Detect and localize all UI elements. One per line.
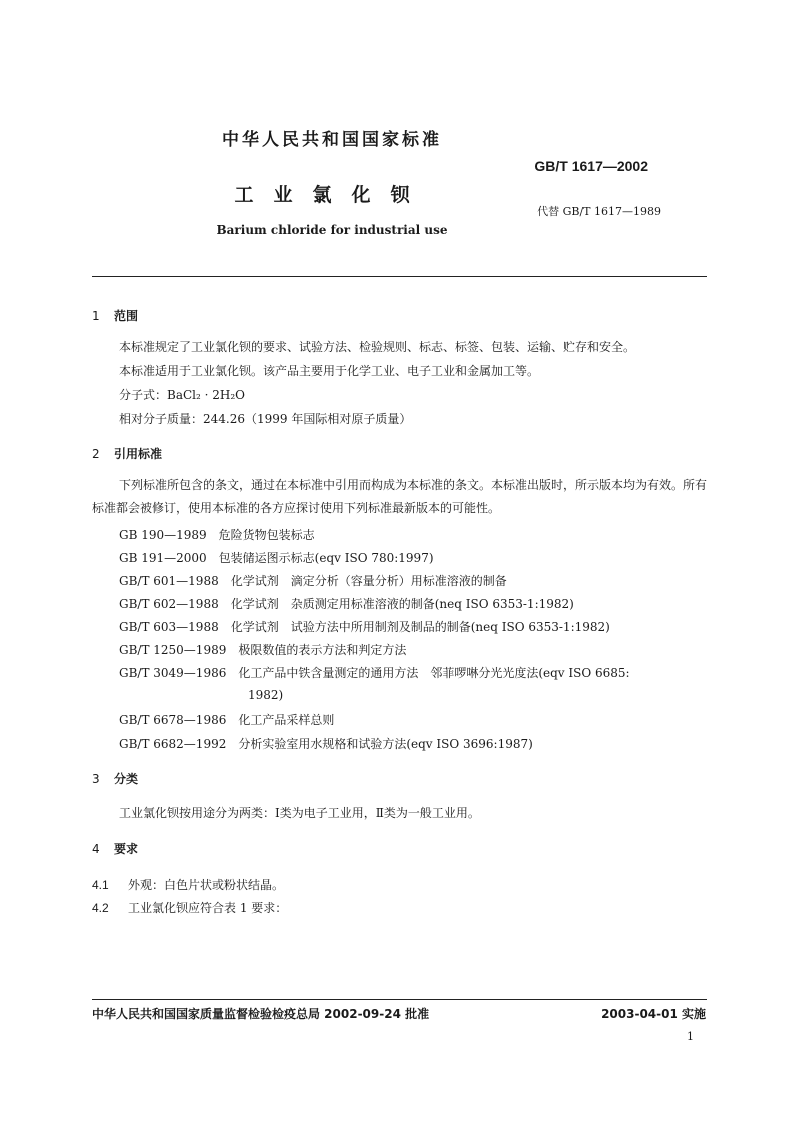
reference-item — [119, 572, 507, 589]
reference-code: GB 191—2000 — [119, 551, 207, 565]
reference-item — [119, 711, 334, 728]
reference-item — [119, 595, 574, 612]
standard-number: GB/T 1617—2002 — [534, 158, 648, 174]
requirement-number: 4.2 — [92, 901, 109, 915]
reference-code: GB 190—1989 — [119, 528, 207, 542]
section-3-heading — [92, 770, 138, 787]
reference-title: 分析实验室用水规格和试验方法(eqv ISO 3696:1987) — [238, 737, 533, 751]
formula-label: 分子式： — [119, 388, 168, 402]
title-english: Barium chloride for industrial use — [216, 223, 448, 237]
section-number: 2 — [92, 447, 100, 461]
reference-code: GB/T 1250—1989 — [119, 643, 227, 657]
reference-title: 危险货物包装标志 — [218, 528, 315, 542]
footer-divider — [92, 999, 707, 1000]
section-title: 引用标准 — [114, 447, 163, 461]
scope-paragraph-1: 本标准规定了工业氯化钡的要求、试验方法、检验规则、标志、标签、包装、运输、贮存和安全。 — [119, 340, 636, 354]
reference-title: 化工产品中铁含量测定的通用方法 邻菲啰啉分光光度法(eqv ISO 6685: — [238, 666, 630, 680]
reference-title: 化学试剂 试验方法中所用制剂及制品的制备(neq ISO 6353-1:1982) — [230, 620, 610, 634]
requirement-item — [92, 876, 284, 893]
section-title: 范围 — [114, 309, 139, 323]
scope-paragraph-2: 本标准适用于工业氯化钡。该产品主要用于化学工业、电子工业和金属加工等。 — [119, 364, 540, 378]
section-1-heading — [92, 307, 138, 324]
reference-code: GB/T 602—1988 — [119, 597, 219, 611]
molecular-mass: 相对分子质量：244.26（1999 年国际相对原子质量） — [119, 412, 412, 426]
replaces-standard: 代替 GB/T 1617—1989 — [537, 205, 661, 218]
requirement-item — [92, 899, 287, 916]
requirement-text: 外观：白色片状或粉状结晶。 — [128, 878, 285, 892]
classification-paragraph: 工业氯化钡按用途分为两类：Ⅰ类为电子工业用，Ⅱ类为一般工业用。 — [119, 806, 480, 820]
reference-code: GB/T 6678—1986 — [119, 713, 227, 727]
section-number: 3 — [92, 772, 100, 786]
reference-item — [119, 641, 406, 658]
requirement-number: 4.1 — [92, 878, 109, 892]
section-title: 要求 — [114, 842, 139, 856]
header-divider — [92, 276, 707, 277]
reference-item — [119, 618, 610, 635]
reference-item — [119, 735, 533, 752]
section-4-heading — [92, 840, 138, 857]
national-standard-heading: 中华人民共和国国家标准 — [222, 130, 442, 150]
formula-value: BaCl₂ · 2H₂O — [167, 388, 246, 402]
reference-item — [119, 664, 630, 681]
reference-code: GB/T 603—1988 — [119, 620, 219, 634]
normative-references-intro: 下列标准所包含的条文，通过在本标准中引用而构成为本标准的条文。本标准出版时，所示版本均为有效。所有标准都会被修订，使用本标准的各方应探讨使用下列标准最新版本的可能性。 — [92, 478, 708, 515]
reference-code: GB/T 601—1988 — [119, 574, 219, 588]
reference-title: 化学试剂 滴定分析（容量分析）用标准溶液的制备 — [230, 574, 507, 588]
title-chinese: 工业氯化钡 — [234, 184, 430, 206]
section-title: 分类 — [114, 772, 139, 786]
reference-title: 极限数值的表示方法和判定方法 — [238, 643, 407, 657]
approval-info: 中华人民共和国国家质量监督检验检疫总局 2002-09-24 批准 — [92, 1007, 430, 1021]
section-number: 1 — [92, 309, 100, 323]
requirement-text: 工业氯化钡应符合表 1 要求： — [128, 901, 288, 915]
reference-title: 化工产品采样总则 — [238, 713, 335, 727]
reference-code: GB/T 6682—1992 — [119, 737, 227, 751]
reference-continuation: 1982) — [248, 688, 284, 702]
page-number: 1 — [687, 1030, 694, 1043]
reference-title: 化学试剂 杂质测定用标准溶液的制备(neq ISO 6353-1:1982) — [230, 597, 574, 611]
section-number: 4 — [92, 842, 100, 856]
reference-title: 包装储运图示标志(eqv ISO 780:1997) — [218, 551, 434, 565]
reference-item — [119, 549, 434, 566]
implementation-date: 2003-04-01 实施 — [601, 1007, 706, 1021]
molecular-formula — [119, 386, 245, 403]
section-2-heading — [92, 445, 162, 462]
reference-code: GB/T 3049—1986 — [119, 666, 227, 680]
reference-item — [119, 526, 315, 543]
